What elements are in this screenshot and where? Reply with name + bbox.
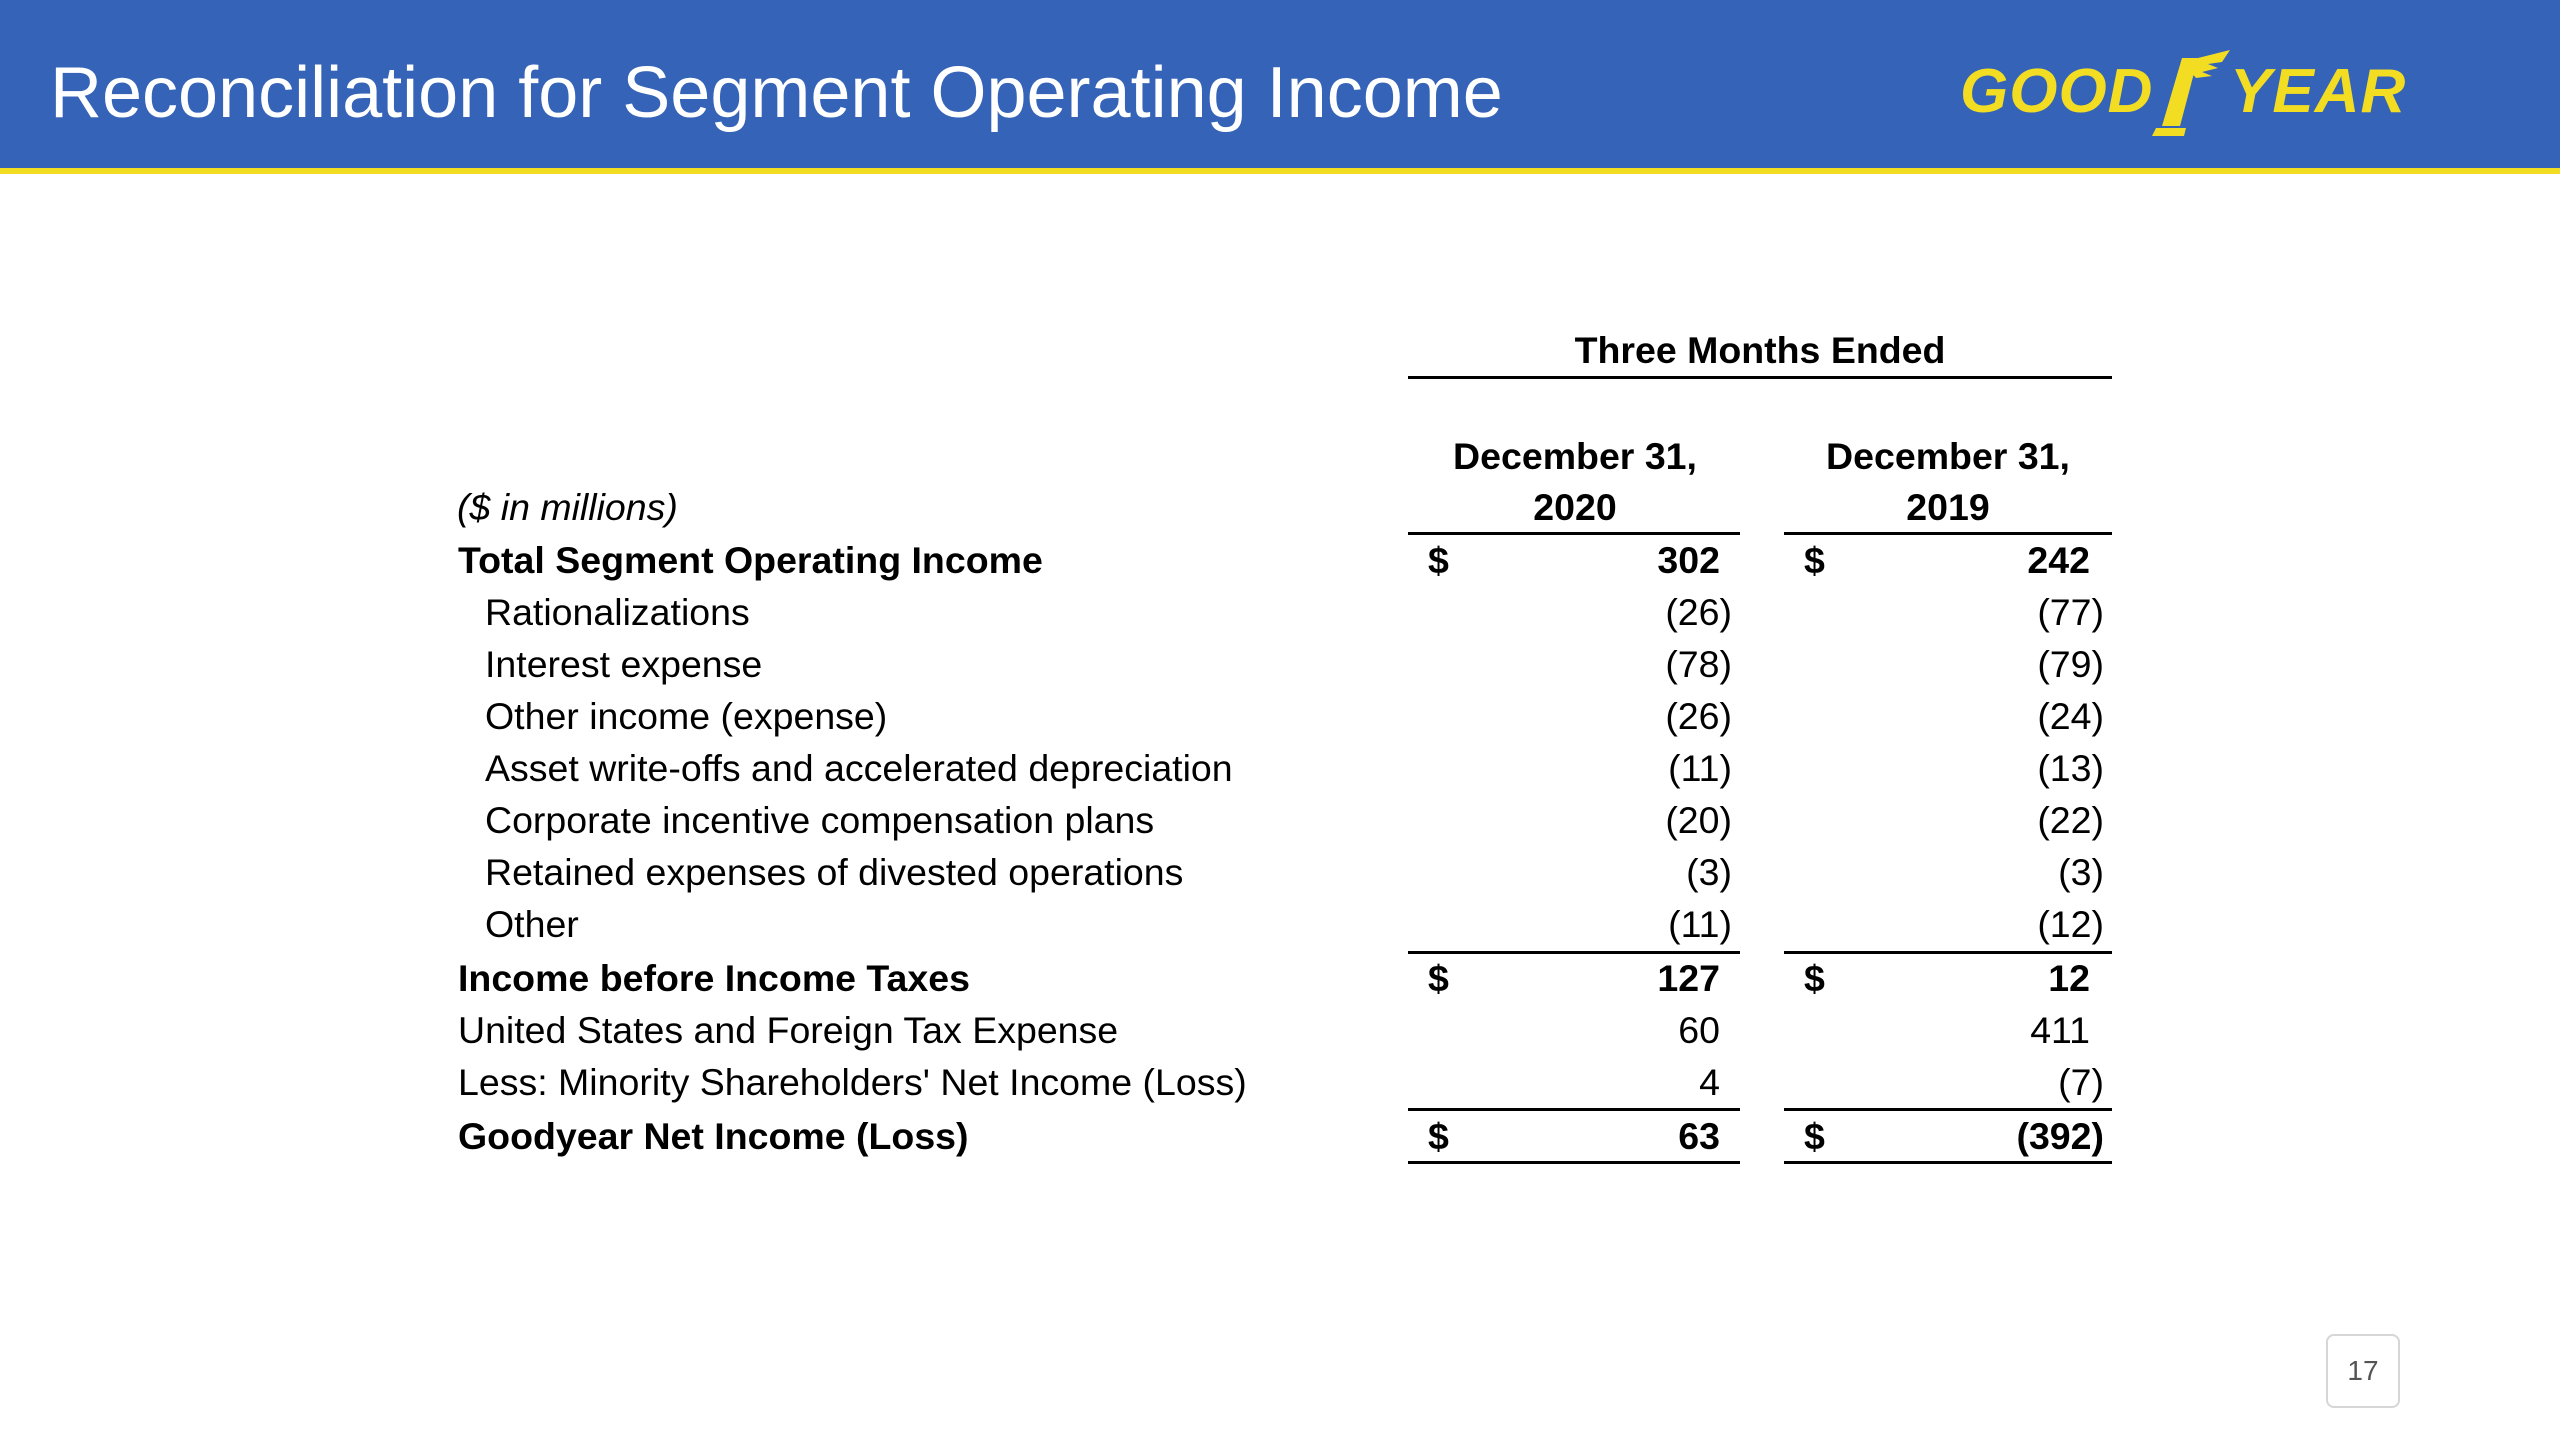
group-header-rule <box>1408 376 2112 379</box>
value-2019: (79) <box>2037 643 2104 685</box>
logo-text-right: YEAR <box>2230 57 2407 126</box>
value-2020: 4 <box>1699 1061 1720 1103</box>
col-2020-header-rule <box>1408 532 1740 535</box>
col-2020-header-line1: December 31, <box>1453 435 1697 477</box>
page-number: 17 <box>2326 1334 2400 1408</box>
value-2020: (26) <box>1665 591 1732 633</box>
value-2020: (11) <box>1668 747 1732 789</box>
row-label-other-income-expense: Other income (expense) <box>485 695 888 737</box>
logo-text-left: GOOD <box>1960 57 2154 126</box>
value-2020: (26) <box>1665 695 1732 737</box>
col-2020-header-line2: 2020 <box>1533 486 1617 528</box>
value-2019: 242 <box>2027 539 2090 581</box>
subtotal-rule-2019 <box>1784 951 2112 954</box>
row-label-asset-write-offs: Asset write-offs and accelerated depreciation <box>485 747 1233 789</box>
header-bar <box>0 0 2560 174</box>
row-label-other: Other <box>485 903 579 945</box>
row-label-tax-expense: United States and Foreign Tax Expense <box>458 1009 1119 1051</box>
value-2020: 60 <box>1678 1009 1720 1051</box>
col-2019-header-line1: December 31, <box>1826 435 2070 477</box>
value-2019: 12 <box>2048 957 2090 999</box>
value-2019: (13) <box>2037 747 2104 789</box>
value-2020: 302 <box>1657 539 1720 581</box>
value-2019: (24) <box>2037 695 2104 737</box>
currency-symbol: $ <box>1428 957 1449 999</box>
col-2019-header-line2: 2019 <box>1906 486 1990 528</box>
row-label-retained-expenses-divested: Retained expenses of divested operations <box>485 851 1184 893</box>
row-label-rationalizations: Rationalizations <box>485 591 750 633</box>
page-title: Reconciliation for Segment Operating Income <box>50 53 1503 133</box>
winged-foot-icon <box>2152 50 2230 136</box>
value-2020: (78) <box>1665 643 1732 685</box>
value-2019: (12) <box>2037 903 2104 945</box>
value-2019: (7) <box>2058 1061 2104 1103</box>
value-2020: (11) <box>1668 903 1732 945</box>
currency-symbol: $ <box>1428 539 1449 581</box>
currency-symbol: $ <box>1428 1115 1449 1157</box>
total-rule-2020 <box>1408 1108 1740 1111</box>
unit-label: ($ in millions) <box>457 486 678 528</box>
value-2020: (20) <box>1665 799 1732 841</box>
group-header: Three Months Ended <box>1574 329 1946 371</box>
value-2020: (3) <box>1686 851 1732 893</box>
col-2019-header-rule <box>1784 532 2112 535</box>
currency-symbol: $ <box>1804 957 1825 999</box>
currency-symbol: $ <box>1804 1115 1825 1157</box>
value-2019: (77) <box>2037 591 2104 633</box>
row-label-income-before-taxes: Income before Income Taxes <box>458 957 970 999</box>
goodyear-logo <box>1960 40 2410 140</box>
row-label-total-segment-operating-income: Total Segment Operating Income <box>458 539 1043 581</box>
row-label-net-income: Goodyear Net Income (Loss) <box>458 1115 969 1157</box>
value-2020: 127 <box>1657 957 1720 999</box>
value-2019: 411 <box>2030 1009 2090 1051</box>
row-label-corporate-incentive-compensation: Corporate incentive compensation plans <box>485 799 1155 841</box>
value-2019: (22) <box>2037 799 2104 841</box>
value-2019: (3) <box>2058 851 2104 893</box>
subtotal-rule-2020 <box>1408 951 1740 954</box>
value-2020: 63 <box>1678 1115 1720 1157</box>
row-label-interest-expense: Interest expense <box>485 643 763 685</box>
value-2019: (392) <box>2016 1115 2104 1157</box>
currency-symbol: $ <box>1804 539 1825 581</box>
final-rule-2019 <box>1784 1161 2112 1164</box>
row-label-minority-shareholders: Less: Minority Shareholders' Net Income (Loss) <box>458 1061 1247 1103</box>
final-rule-2020 <box>1408 1161 1740 1164</box>
total-rule-2019 <box>1784 1108 2112 1111</box>
